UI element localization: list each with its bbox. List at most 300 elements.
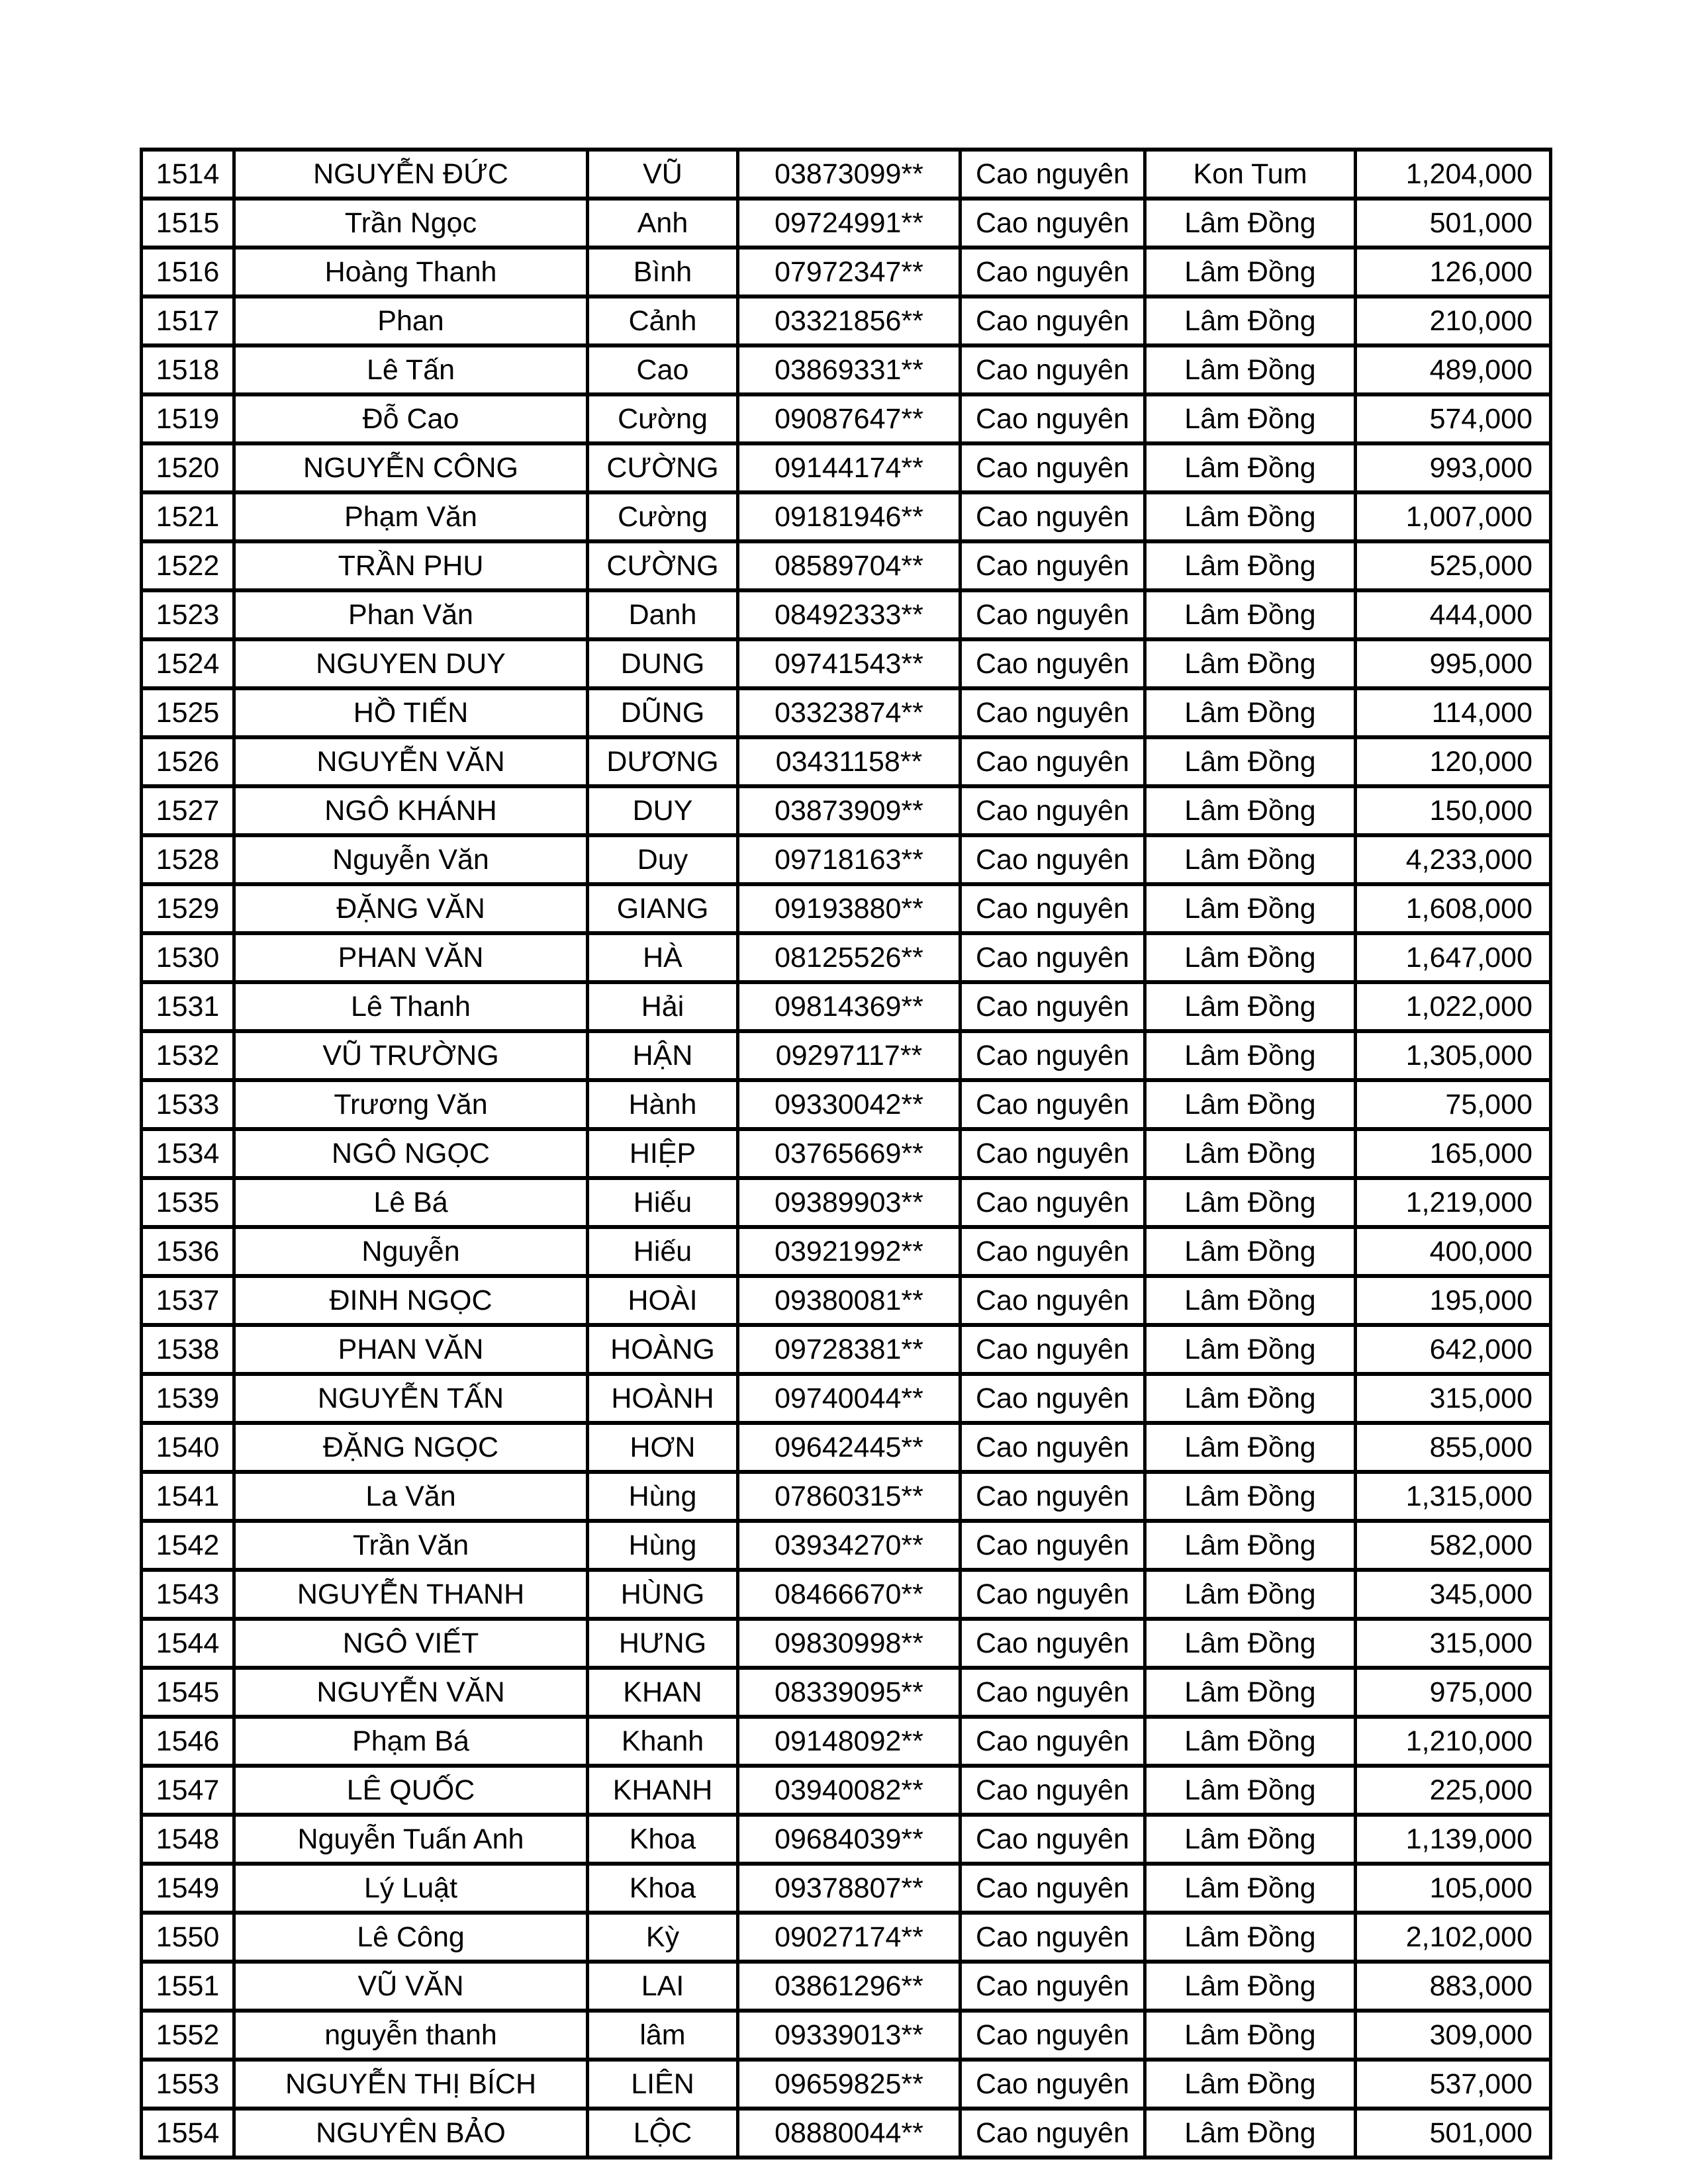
cell-region: Cao nguyên (961, 1080, 1145, 1129)
cell-row-number: 1548 (142, 1815, 234, 1864)
cell-amount: 1,647,000 (1356, 933, 1551, 982)
table-row (142, 1815, 1551, 1864)
cell-region: Cao nguyên (961, 1619, 1145, 1668)
cell-amount: 150,000 (1356, 786, 1551, 835)
cell-row-number: 1525 (142, 688, 234, 737)
cell-phone-masked: 03940082** (738, 1766, 961, 1815)
cell-province: Lâm Đồng (1145, 1423, 1356, 1472)
cell-province: Lâm Đồng (1145, 1913, 1356, 1962)
cell-region: Cao nguyên (961, 248, 1145, 296)
cell-given-name: GIANG (588, 884, 738, 933)
table-row (142, 1864, 1551, 1913)
cell-given-name: HIỆP (588, 1129, 738, 1178)
table-row (142, 1374, 1551, 1423)
cell-province: Lâm Đồng (1145, 1031, 1356, 1080)
cell-phone-masked: 09181946** (738, 492, 961, 541)
cell-province: Lâm Đồng (1145, 443, 1356, 492)
cell-phone-masked: 09814369** (738, 982, 961, 1031)
cell-family-middle-name: NGÔ KHÁNH (234, 786, 588, 835)
cell-amount: 1,022,000 (1356, 982, 1551, 1031)
cell-row-number: 1529 (142, 884, 234, 933)
cell-province: Lâm Đồng (1145, 933, 1356, 982)
cell-amount: 225,000 (1356, 1766, 1551, 1815)
cell-region: Cao nguyên (961, 1815, 1145, 1864)
cell-family-middle-name: NGUYỄN ĐỨC (234, 150, 588, 199)
cell-family-middle-name: Trương Văn (234, 1080, 588, 1129)
cell-amount: 501,000 (1356, 2109, 1551, 2158)
cell-family-middle-name: ĐẶNG VĂN (234, 884, 588, 933)
cell-family-middle-name: Lê Bá (234, 1178, 588, 1227)
cell-family-middle-name: NGUYÊN BẢO (234, 2109, 588, 2158)
cell-region: Cao nguyên (961, 1521, 1145, 1570)
cell-given-name: DŨNG (588, 688, 738, 737)
cell-region: Cao nguyên (961, 1668, 1145, 1717)
cell-phone-masked: 09718163** (738, 835, 961, 884)
cell-family-middle-name: NGUYỄN CÔNG (234, 443, 588, 492)
cell-amount: 120,000 (1356, 737, 1551, 786)
table-row (142, 248, 1551, 296)
table-row (142, 2011, 1551, 2060)
cell-amount: 1,007,000 (1356, 492, 1551, 541)
cell-row-number: 1518 (142, 345, 234, 394)
table-row (142, 1031, 1551, 1080)
cell-amount: 642,000 (1356, 1325, 1551, 1374)
cell-province: Lâm Đồng (1145, 1472, 1356, 1521)
cell-province: Lâm Đồng (1145, 688, 1356, 737)
cell-family-middle-name: La Văn (234, 1472, 588, 1521)
cell-amount: 1,315,000 (1356, 1472, 1551, 1521)
table-row (142, 1080, 1551, 1129)
cell-province: Lâm Đồng (1145, 248, 1356, 296)
cell-region: Cao nguyên (961, 982, 1145, 1031)
cell-family-middle-name: Phan Văn (234, 590, 588, 639)
cell-phone-masked: 07972347** (738, 248, 961, 296)
cell-row-number: 1539 (142, 1374, 234, 1423)
cell-phone-masked: 03861296** (738, 1962, 961, 2011)
cell-family-middle-name: Hoàng Thanh (234, 248, 588, 296)
table-row (142, 1276, 1551, 1325)
table-row (142, 688, 1551, 737)
cell-phone-masked: 03873099** (738, 150, 961, 199)
cell-row-number: 1546 (142, 1717, 234, 1766)
cell-region: Cao nguyên (961, 2060, 1145, 2109)
cell-phone-masked: 08125526** (738, 933, 961, 982)
cell-given-name: Bình (588, 248, 738, 296)
cell-amount: 993,000 (1356, 443, 1551, 492)
cell-region: Cao nguyên (961, 1962, 1145, 2011)
cell-given-name: lâm (588, 2011, 738, 2060)
cell-row-number: 1517 (142, 296, 234, 345)
table-row (142, 590, 1551, 639)
cell-given-name: DUNG (588, 639, 738, 688)
cell-given-name: CƯỜNG (588, 541, 738, 590)
cell-family-middle-name: Phan (234, 296, 588, 345)
cell-phone-masked: 09659825** (738, 2060, 961, 2109)
cell-province: Lâm Đồng (1145, 1080, 1356, 1129)
cell-region: Cao nguyên (961, 394, 1145, 443)
table-row (142, 394, 1551, 443)
table-row (142, 2060, 1551, 2109)
cell-row-number: 1519 (142, 394, 234, 443)
cell-phone-masked: 09330042** (738, 1080, 961, 1129)
cell-amount: 4,233,000 (1356, 835, 1551, 884)
roster-table (140, 148, 1552, 2160)
table-row (142, 1766, 1551, 1815)
cell-province: Lâm Đồng (1145, 1962, 1356, 2011)
cell-region: Cao nguyên (961, 1276, 1145, 1325)
cell-phone-masked: 08339095** (738, 1668, 961, 1717)
cell-region: Cao nguyên (961, 443, 1145, 492)
cell-phone-masked: 08880044** (738, 2109, 961, 2158)
cell-given-name: HÀ (588, 933, 738, 982)
cell-row-number: 1537 (142, 1276, 234, 1325)
cell-province: Lâm Đồng (1145, 1668, 1356, 1717)
cell-amount: 975,000 (1356, 1668, 1551, 1717)
cell-given-name: Cảnh (588, 296, 738, 345)
cell-given-name: Khoa (588, 1815, 738, 1864)
cell-region: Cao nguyên (961, 835, 1145, 884)
cell-given-name: CƯỜNG (588, 443, 738, 492)
cell-given-name: HẬN (588, 1031, 738, 1080)
cell-phone-masked: 08589704** (738, 541, 961, 590)
cell-amount: 400,000 (1356, 1227, 1551, 1276)
cell-family-middle-name: Nguyễn Văn (234, 835, 588, 884)
cell-row-number: 1528 (142, 835, 234, 884)
cell-amount: 444,000 (1356, 590, 1551, 639)
cell-province: Lâm Đồng (1145, 1815, 1356, 1864)
cell-family-middle-name: VŨ VĂN (234, 1962, 588, 2011)
cell-province: Lâm Đồng (1145, 199, 1356, 248)
cell-province: Lâm Đồng (1145, 1178, 1356, 1227)
cell-family-middle-name: Lý Luật (234, 1864, 588, 1913)
cell-row-number: 1540 (142, 1423, 234, 1472)
cell-amount: 315,000 (1356, 1619, 1551, 1668)
cell-amount: 2,102,000 (1356, 1913, 1551, 1962)
cell-province: Lâm Đồng (1145, 2011, 1356, 2060)
cell-family-middle-name: NGÔ VIẾT (234, 1619, 588, 1668)
cell-province: Lâm Đồng (1145, 590, 1356, 639)
cell-row-number: 1526 (142, 737, 234, 786)
cell-phone-masked: 09380081** (738, 1276, 961, 1325)
cell-given-name: HOÀNH (588, 1374, 738, 1423)
cell-amount: 1,305,000 (1356, 1031, 1551, 1080)
cell-province: Lâm Đồng (1145, 1766, 1356, 1815)
cell-phone-masked: 03873909** (738, 786, 961, 835)
cell-given-name: LAI (588, 1962, 738, 2011)
cell-family-middle-name: Phạm Văn (234, 492, 588, 541)
cell-phone-masked: 09339013** (738, 2011, 961, 2060)
cell-given-name: KHANH (588, 1766, 738, 1815)
cell-province: Lâm Đồng (1145, 296, 1356, 345)
table-row (142, 1423, 1551, 1472)
cell-province: Lâm Đồng (1145, 1325, 1356, 1374)
cell-family-middle-name: Đỗ Cao (234, 394, 588, 443)
cell-region: Cao nguyên (961, 1374, 1145, 1423)
cell-row-number: 1514 (142, 150, 234, 199)
cell-amount: 501,000 (1356, 199, 1551, 248)
cell-family-middle-name: NGUYỄN THỊ BÍCH (234, 2060, 588, 2109)
cell-province: Lâm Đồng (1145, 1227, 1356, 1276)
cell-amount: 105,000 (1356, 1864, 1551, 1913)
cell-amount: 489,000 (1356, 345, 1551, 394)
cell-row-number: 1547 (142, 1766, 234, 1815)
cell-region: Cao nguyên (961, 492, 1145, 541)
cell-family-middle-name: HỒ TIẾN (234, 688, 588, 737)
cell-amount: 574,000 (1356, 394, 1551, 443)
cell-region: Cao nguyên (961, 199, 1145, 248)
cell-family-middle-name: VŨ TRƯỜNG (234, 1031, 588, 1080)
cell-province: Lâm Đồng (1145, 541, 1356, 590)
table-row (142, 1472, 1551, 1521)
cell-phone-masked: 03323874** (738, 688, 961, 737)
cell-province: Lâm Đồng (1145, 1570, 1356, 1619)
cell-region: Cao nguyên (961, 541, 1145, 590)
cell-region: Cao nguyên (961, 2109, 1145, 2158)
cell-phone-masked: 08492333** (738, 590, 961, 639)
cell-family-middle-name: Lê Tấn (234, 345, 588, 394)
cell-province: Lâm Đồng (1145, 2060, 1356, 2109)
cell-region: Cao nguyên (961, 1325, 1145, 1374)
cell-phone-masked: 09148092** (738, 1717, 961, 1766)
cell-row-number: 1544 (142, 1619, 234, 1668)
cell-region: Cao nguyên (961, 639, 1145, 688)
table-row (142, 150, 1551, 199)
cell-row-number: 1532 (142, 1031, 234, 1080)
table-row (142, 296, 1551, 345)
cell-given-name: KHAN (588, 1668, 738, 1717)
cell-given-name: Hải (588, 982, 738, 1031)
cell-phone-masked: 09642445** (738, 1423, 961, 1472)
table-row (142, 199, 1551, 248)
cell-row-number: 1549 (142, 1864, 234, 1913)
cell-given-name: Cường (588, 394, 738, 443)
cell-amount: 537,000 (1356, 2060, 1551, 2109)
cell-given-name: Hùng (588, 1521, 738, 1570)
cell-family-middle-name: PHAN VĂN (234, 933, 588, 982)
cell-phone-masked: 03321856** (738, 296, 961, 345)
table-row (142, 982, 1551, 1031)
table-row (142, 1962, 1551, 2011)
cell-family-middle-name: NGÔ NGỌC (234, 1129, 588, 1178)
cell-row-number: 1545 (142, 1668, 234, 1717)
cell-region: Cao nguyên (961, 2011, 1145, 2060)
table-row (142, 1913, 1551, 1962)
cell-province: Lâm Đồng (1145, 1374, 1356, 1423)
cell-family-middle-name: Nguyễn Tuấn Anh (234, 1815, 588, 1864)
table-row (142, 786, 1551, 835)
cell-phone-masked: 03869331** (738, 345, 961, 394)
cell-province: Lâm Đồng (1145, 835, 1356, 884)
cell-region: Cao nguyên (961, 1864, 1145, 1913)
cell-region: Cao nguyên (961, 1766, 1145, 1815)
cell-family-middle-name: Lê Công (234, 1913, 588, 1962)
cell-given-name: Hành (588, 1080, 738, 1129)
cell-amount: 114,000 (1356, 688, 1551, 737)
table-row (142, 1668, 1551, 1717)
cell-phone-masked: 09684039** (738, 1815, 961, 1864)
cell-amount: 345,000 (1356, 1570, 1551, 1619)
cell-given-name: Hiếu (588, 1227, 738, 1276)
cell-given-name: Khoa (588, 1864, 738, 1913)
cell-region: Cao nguyên (961, 1129, 1145, 1178)
cell-phone-masked: 07860315** (738, 1472, 961, 1521)
cell-family-middle-name: TRẦN PHU (234, 541, 588, 590)
cell-family-middle-name: NGUYỄN TẤN (234, 1374, 588, 1423)
cell-amount: 309,000 (1356, 2011, 1551, 2060)
cell-region: Cao nguyên (961, 688, 1145, 737)
cell-province: Lâm Đồng (1145, 1276, 1356, 1325)
roster-table-body (142, 150, 1551, 2158)
cell-phone-masked: 09724991** (738, 199, 961, 248)
cell-row-number: 1523 (142, 590, 234, 639)
cell-phone-masked: 09027174** (738, 1913, 961, 1962)
cell-region: Cao nguyên (961, 590, 1145, 639)
cell-province: Lâm Đồng (1145, 1717, 1356, 1766)
cell-family-middle-name: nguyễn thanh (234, 2011, 588, 2060)
cell-province: Kon Tum (1145, 150, 1356, 199)
cell-region: Cao nguyên (961, 1472, 1145, 1521)
cell-amount: 883,000 (1356, 1962, 1551, 2011)
cell-amount: 165,000 (1356, 1129, 1551, 1178)
cell-phone-masked: 09087647** (738, 394, 961, 443)
table-row (142, 884, 1551, 933)
cell-region: Cao nguyên (961, 1178, 1145, 1227)
cell-region: Cao nguyên (961, 1031, 1145, 1080)
cell-phone-masked: 09378807** (738, 1864, 961, 1913)
cell-region: Cao nguyên (961, 1227, 1145, 1276)
cell-province: Lâm Đồng (1145, 639, 1356, 688)
cell-amount: 195,000 (1356, 1276, 1551, 1325)
cell-amount: 855,000 (1356, 1423, 1551, 1472)
table-row (142, 933, 1551, 982)
cell-row-number: 1542 (142, 1521, 234, 1570)
cell-phone-masked: 03765669** (738, 1129, 961, 1178)
cell-row-number: 1538 (142, 1325, 234, 1374)
cell-given-name: Duy (588, 835, 738, 884)
cell-family-middle-name: ĐINH NGỌC (234, 1276, 588, 1325)
cell-province: Lâm Đồng (1145, 492, 1356, 541)
cell-given-name: Kỳ (588, 1913, 738, 1962)
cell-row-number: 1520 (142, 443, 234, 492)
cell-row-number: 1521 (142, 492, 234, 541)
cell-region: Cao nguyên (961, 1717, 1145, 1766)
table-row (142, 1570, 1551, 1619)
cell-region: Cao nguyên (961, 737, 1145, 786)
cell-phone-masked: 09728381** (738, 1325, 961, 1374)
table-row (142, 443, 1551, 492)
table-row (142, 1178, 1551, 1227)
cell-province: Lâm Đồng (1145, 1864, 1356, 1913)
cell-family-middle-name: Trần Văn (234, 1521, 588, 1570)
cell-province: Lâm Đồng (1145, 786, 1356, 835)
cell-row-number: 1527 (142, 786, 234, 835)
cell-phone-masked: 09740044** (738, 1374, 961, 1423)
cell-region: Cao nguyên (961, 345, 1145, 394)
cell-given-name: HOÀI (588, 1276, 738, 1325)
cell-phone-masked: 09193880** (738, 884, 961, 933)
cell-phone-masked: 08466670** (738, 1570, 961, 1619)
cell-amount: 525,000 (1356, 541, 1551, 590)
cell-given-name: Cường (588, 492, 738, 541)
cell-phone-masked: 09144174** (738, 443, 961, 492)
cell-phone-masked: 03431158** (738, 737, 961, 786)
cell-province: Lâm Đồng (1145, 982, 1356, 1031)
cell-province: Lâm Đồng (1145, 345, 1356, 394)
cell-given-name: HOÀNG (588, 1325, 738, 1374)
cell-amount: 1,210,000 (1356, 1717, 1551, 1766)
cell-given-name: HƯNG (588, 1619, 738, 1668)
cell-row-number: 1522 (142, 541, 234, 590)
cell-phone-masked: 09297117** (738, 1031, 961, 1080)
cell-region: Cao nguyên (961, 786, 1145, 835)
cell-amount: 995,000 (1356, 639, 1551, 688)
cell-given-name: LIÊN (588, 2060, 738, 2109)
cell-family-middle-name: NGUYỄN THANH (234, 1570, 588, 1619)
cell-family-middle-name: PHAN VĂN (234, 1325, 588, 1374)
cell-family-middle-name: LÊ QUỐC (234, 1766, 588, 1815)
cell-province: Lâm Đồng (1145, 1129, 1356, 1178)
cell-region: Cao nguyên (961, 1570, 1145, 1619)
cell-row-number: 1516 (142, 248, 234, 296)
cell-row-number: 1534 (142, 1129, 234, 1178)
table-row (142, 1129, 1551, 1178)
table-row (142, 737, 1551, 786)
cell-phone-masked: 09389903** (738, 1178, 961, 1227)
cell-row-number: 1524 (142, 639, 234, 688)
cell-region: Cao nguyên (961, 1423, 1145, 1472)
table-row (142, 835, 1551, 884)
cell-amount: 210,000 (1356, 296, 1551, 345)
cell-region: Cao nguyên (961, 933, 1145, 982)
cell-row-number: 1530 (142, 933, 234, 982)
cell-row-number: 1536 (142, 1227, 234, 1276)
table-row (142, 1325, 1551, 1374)
cell-row-number: 1554 (142, 2109, 234, 2158)
table-row (142, 1717, 1551, 1766)
cell-province: Lâm Đồng (1145, 1521, 1356, 1570)
cell-phone-masked: 03921992** (738, 1227, 961, 1276)
cell-given-name: DUY (588, 786, 738, 835)
cell-row-number: 1553 (142, 2060, 234, 2109)
cell-amount: 1,204,000 (1356, 150, 1551, 199)
cell-province: Lâm Đồng (1145, 884, 1356, 933)
cell-family-middle-name: NGUYỄN VĂN (234, 737, 588, 786)
cell-row-number: 1533 (142, 1080, 234, 1129)
cell-region: Cao nguyên (961, 296, 1145, 345)
cell-given-name: DƯƠNG (588, 737, 738, 786)
cell-family-middle-name: Phạm Bá (234, 1717, 588, 1766)
cell-amount: 75,000 (1356, 1080, 1551, 1129)
cell-given-name: Hiếu (588, 1178, 738, 1227)
cell-family-middle-name: NGUYỄN VĂN (234, 1668, 588, 1717)
cell-given-name: Danh (588, 590, 738, 639)
cell-region: Cao nguyên (961, 884, 1145, 933)
cell-province: Lâm Đồng (1145, 737, 1356, 786)
cell-province: Lâm Đồng (1145, 394, 1356, 443)
cell-amount: 315,000 (1356, 1374, 1551, 1423)
table-row (142, 1619, 1551, 1668)
cell-row-number: 1515 (142, 199, 234, 248)
cell-amount: 126,000 (1356, 248, 1551, 296)
table-row (142, 492, 1551, 541)
cell-family-middle-name: NGUYEN DUY (234, 639, 588, 688)
cell-family-middle-name: Trần Ngọc (234, 199, 588, 248)
cell-amount: 1,608,000 (1356, 884, 1551, 933)
cell-given-name: VŨ (588, 150, 738, 199)
cell-row-number: 1531 (142, 982, 234, 1031)
cell-amount: 582,000 (1356, 1521, 1551, 1570)
table-row (142, 639, 1551, 688)
